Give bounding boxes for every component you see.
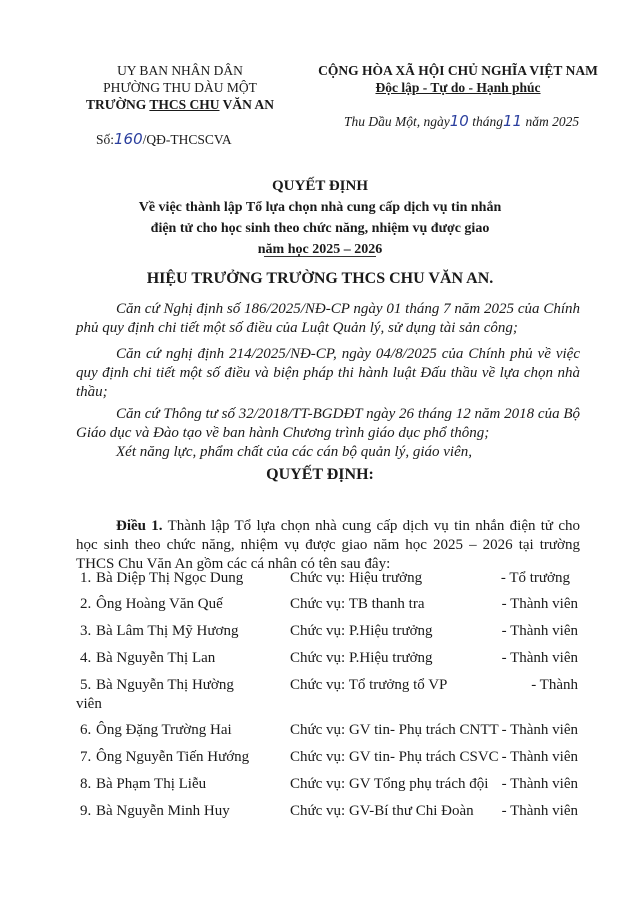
legal-basis-1: Căn cứ Nghị định số 186/2025/NĐ-CP ngày 01 tháng 7 năm 2025 của Chính phủ quy định chi tiết một số điều của Luật Quản lý, sử dụng tài sản công; [76,301,580,336]
article-1-label: Điều 1. [116,518,163,534]
member-number: 7. [80,749,92,765]
member-name: Bà Nguyễn Thị Hường [96,677,234,693]
member-number: 2. [80,596,92,612]
member-number: 3. [80,623,92,639]
doc-number-label: Số: [96,132,115,147]
member-number: 9. [80,803,92,819]
title-subject-3: năm học 2025 – 2026 [257,242,383,257]
member-role: Chức vụ: GV Tổng phụ trách đội [290,776,489,792]
member-name: Bà Nguyễn Thị Lan [96,650,216,666]
date-year: năm 2025 [525,114,580,129]
authority-heading: HIỆU TRƯỞNG TRƯỜNG THCS CHU VĂN AN. [146,270,494,287]
document-number [96,130,232,148]
member-name: Bà Lâm Thị Mỹ Hương [96,623,239,639]
date-month-handwritten: 11 [502,112,523,130]
member-duty: - Thành viên [501,650,578,666]
title-block [40,176,600,260]
article-1 [76,517,580,574]
title-subject-1: Về việc thành lập Tổ lựa chọn nhà cung cấp dịch vụ tin nhắn [138,200,502,215]
list-item [0,803,640,825]
school-name-suffix: VĂN AN [219,97,275,112]
member-duty: - Thành viên [501,596,578,612]
list-item [0,650,640,672]
list-item [0,570,640,592]
member-number: 4. [80,650,92,666]
legal-basis-2: Căn cứ nghị định 214/2025/NĐ-CP, ngày 04/8/2025 của Chính phủ về việc quy định chi tiết một số điều và biện pháp thi hành luật Đấu thầu về lựa chọn nhà thầu; [76,346,580,400]
legal-basis-4: Xét năng lực, phẩm chất của các cán bộ quản lý, giáo viên, [116,444,473,460]
list-item [0,596,640,618]
member-name: Ông Đặng Trường Hai [96,722,232,738]
date-place: Thu Dầu Một, ngày [344,114,450,129]
member-name: Bà Diệp Thị Ngọc Dung [96,570,244,586]
agency-header [60,62,300,113]
national-motto: Độc lập - Tự do - Hạnh phúc [375,80,541,95]
legal-basis-3: Căn cứ Thông tư số 32/2018/TT-BGDĐT ngày 26 tháng 12 năm 2018 của Bộ Giáo dục và Đào tạo về ban hành Chương trình giáo dục phổ thông; [76,406,580,441]
school-name-prefix: TRƯỜNG [85,97,150,112]
member-role: Chức vụ: P.Hiệu trưởng [290,623,433,639]
decision-heading: QUYẾT ĐỊNH: [266,466,374,483]
list-item [0,722,640,744]
member-duty: - Thành viên [501,749,578,765]
member-name: Bà Phạm Thị Liễu [96,776,207,792]
member-role: Chức vụ: Tổ trưởng tổ VP [290,677,448,693]
member-role: Chức vụ: P.Hiệu trưởng [290,650,433,666]
title-heading: QUYẾT ĐỊNH [272,178,368,194]
member-duty-wrap: viên [76,696,102,712]
member-number: 8. [80,776,92,792]
list-item-continuation [0,696,640,718]
agency-line-2: PHƯỜNG THU DÀU MỘT [103,80,257,95]
member-duty: - Thành viên [501,722,578,738]
member-role: Chức vụ: Hiệu trưởng [290,570,423,586]
member-number: 5. [80,677,92,693]
document-date [344,112,579,130]
national-header [298,62,618,96]
school-name [60,96,300,113]
member-role: Chức vụ: GV tin- Phụ trách CNTT [290,722,499,738]
member-role: Chức vụ: GV-Bí thư Chi Đoàn [290,803,474,819]
date-day-handwritten: 10 [449,112,469,130]
date-month-label: tháng [472,114,503,129]
member-duty: - Thành viên [501,776,578,792]
national-title: CỘNG HÒA XÃ HỘI CHỦ NGHĨA VIỆT NAM [318,63,598,78]
member-name: Ông Hoàng Văn Quế [96,596,223,612]
member-number: 1. [80,570,92,586]
title-subject-2: điện tử cho học sinh theo chức năng, nhiệm vụ được giao [150,221,490,236]
school-name-underlined: THCS CHU [149,97,220,112]
article-1-text: Thành lập Tổ lựa chọn nhà cung cấp dịch vụ tin nhắn điện tử cho học sinh theo chức năng, nhiệm vụ được giao năm học 2025 – 2026 tại trường THCS Chu Văn An gồm các cá nhân có tên sau đây: [76,518,581,572]
member-number: 6. [80,722,92,738]
doc-number-handwritten: 160 [114,130,143,148]
list-item [0,776,640,798]
member-role: Chức vụ: GV tin- Phụ trách CSVC [290,749,499,765]
member-name: Bà Nguyễn Minh Huy [96,803,230,819]
member-name: Ông Nguyễn Tiến Hướng [96,749,250,765]
title-underline [264,256,376,257]
member-duty: - Thành [531,677,578,693]
member-duty: - Tổ trưởng [500,570,570,586]
member-duty: - Thành viên [501,623,578,639]
list-item [0,749,640,771]
member-role: Chức vụ: TB thanh tra [290,596,425,612]
list-item [0,623,640,645]
member-duty: - Thành viên [501,803,578,819]
agency-line-1: UY BAN NHÂN DÂN [117,63,243,78]
doc-number-code: /QĐ-THCSCVA [142,132,232,147]
